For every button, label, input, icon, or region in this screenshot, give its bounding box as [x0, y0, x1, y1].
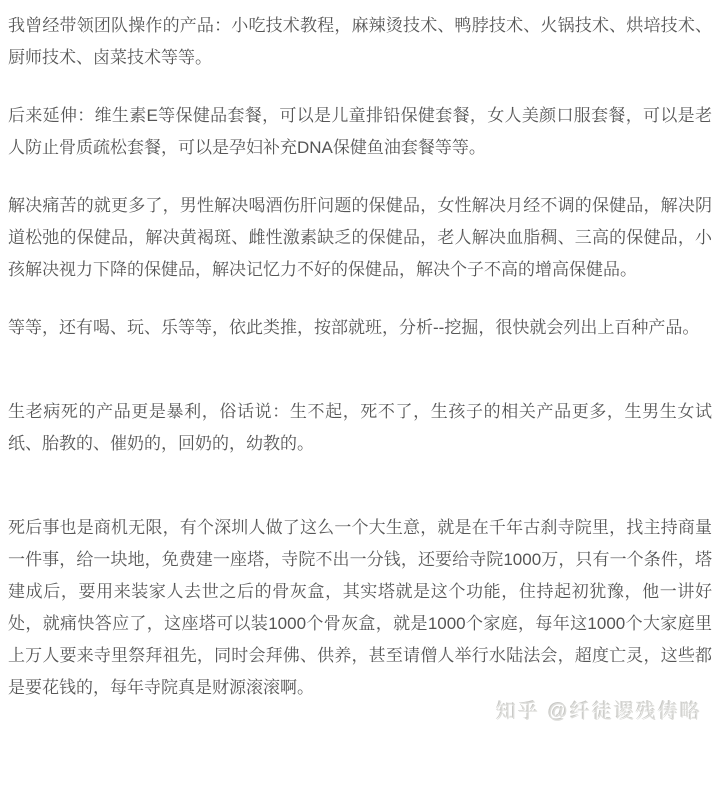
paragraph: 等等，还有喝、玩、乐等等，依此类推，按部就班，分析--挖掘，很快就会列出上百种产品。 [8, 318, 700, 337]
zhihu-watermark: 知乎 @纤徒谡残俦略 [496, 701, 702, 723]
paragraph: 生老病死的产品更是暴利，俗话说：生不起，死不了，生孩子的相关产品更多，生男生女试纸、胎教的、催奶的，回奶的，幼教的。 [8, 402, 712, 453]
paragraph: 我曾经带领团队操作的产品：小吃技术教程，麻辣烫技术、鸭脖技术、火锅技术、烘培技术、厨师技术、卤菜技术等等。 [8, 16, 712, 67]
paragraph: 死后事也是商机无限，有个深圳人做了这么一个大生意，就是在千年古刹寺院里，找主持商量一件事，给一块地，免费建一座塔，寺院不出一分钱，还要给寺院1000万，只有一个条件，塔建成后，要用来装家人去世之后的骨灰盒，其实塔就是这个功能，住持起初犹豫，他一讲好处，就痛快答应了，这座塔可以装1000个骨灰盒，就是1000个家庭，每年这1000个大家庭里上万人要来寺里祭拜祖先，同时会拜佛、供养，甚至请僧人举行水陆法会，超度亡灵，这些都是要花钱的，每年寺院真是财源滚滚啊。 [8, 518, 712, 697]
article-body [8, 10, 712, 728]
paragraph: 后来延伸：维生素E等保健品套餐，可以是儿童排铅保健套餐，女人美颜口服套餐，可以是老人防止骨质疏松套餐，可以是孕妇补充DNA保健鱼油套餐等等。 [8, 106, 712, 157]
paragraph: 解决痛苦的就更多了，男性解决喝酒伤肝问题的保健品，女性解决月经不调的保健品，解决阴道松弛的保健品，解决黄褐斑、雌性激素缺乏的保健品，老人解决血脂稠、三高的保健品，小孩解决视力下降的保健品，解决记忆力不好的保健品，解决个子不高的增高保健品。 [8, 196, 712, 279]
